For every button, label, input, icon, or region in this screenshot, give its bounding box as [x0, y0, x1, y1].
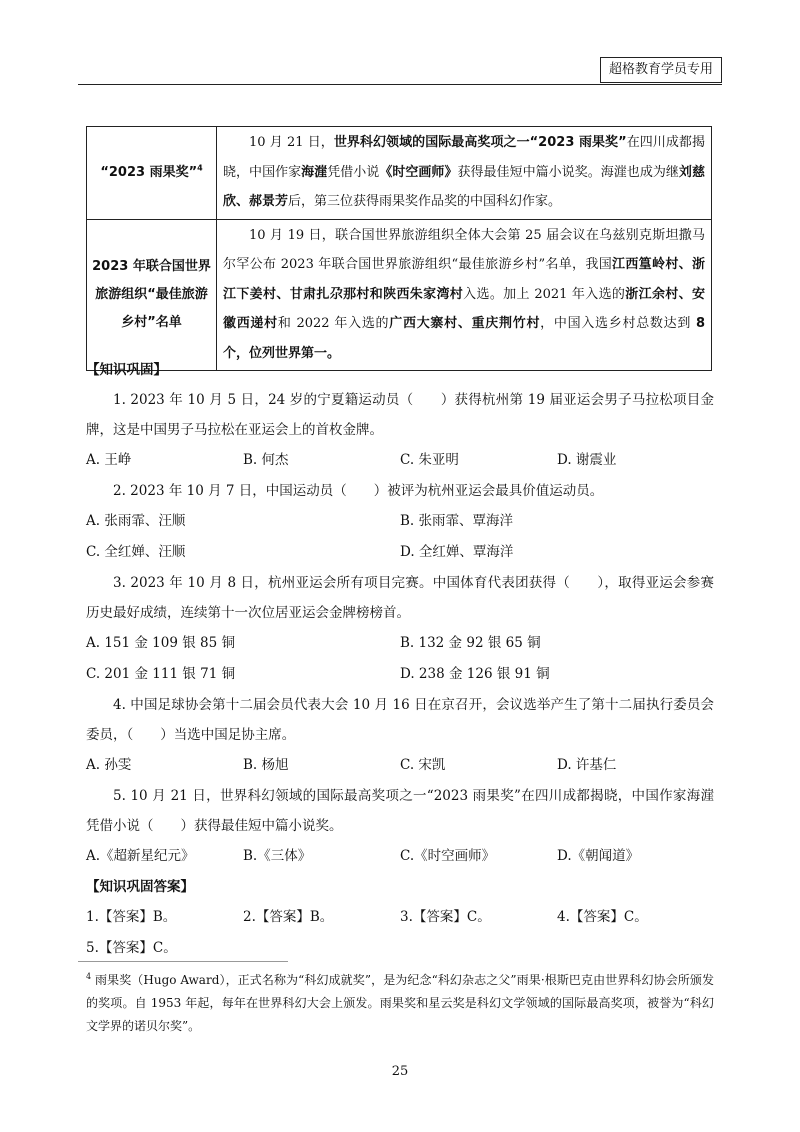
- table-value-cell: [217, 127, 712, 220]
- option: A. 151 金 109 银 85 铜: [86, 635, 236, 651]
- text-run: 后，第三位获得雨果奖作品奖的中国科幻作家。: [288, 194, 562, 209]
- option: D. 238 金 126 银 91 铜: [400, 666, 550, 682]
- text-run: 在四川成都揭晓，中国作家: [223, 135, 705, 180]
- option-row: [86, 659, 714, 690]
- table-key-cell: [87, 219, 217, 371]
- table-row: [87, 127, 712, 220]
- footnote: [86, 969, 714, 1038]
- text-run: 10 月 21 日，: [249, 135, 334, 150]
- option: B. 杨旭: [243, 757, 289, 773]
- option-row: [86, 750, 714, 781]
- option-row: [86, 445, 714, 476]
- answer-row: [86, 933, 714, 964]
- answer: 1.【答案】B。: [86, 909, 177, 925]
- option-row: [86, 537, 714, 568]
- option: A. 张雨霏、汪顺: [86, 513, 186, 529]
- option: C. 全红婵、汪顺: [86, 544, 186, 560]
- footnote-text: 雨果奖（Hugo Award），正式名称为“科幻成就奖”，是为纪念“科幻杂志之父”雨果·根斯巴克由世界科幻协会所颁发的奖项。自 1953 年起，每年在世界科幻大会上颁发。雨果奖和星云奖是科幻文学领域的国际最高奖项，被誉为“科幻文学界的诺贝尔奖”。: [86, 973, 714, 1033]
- text-run: 获得最佳短中篇小说奖。海漄也成为继: [457, 164, 679, 180]
- news-table: [86, 126, 712, 371]
- table-key-text: “2023 雨果奖”: [100, 164, 198, 180]
- page-number: 25: [391, 1064, 409, 1079]
- text-run: 和 2022 年入选的: [277, 316, 390, 331]
- option: A.《超新星纪元》: [86, 848, 195, 864]
- option: B. 何杰: [243, 452, 289, 468]
- bold-text: 广西大寨村、重庆荆竹村: [389, 316, 541, 331]
- section-heading: 【知识巩固答案】: [86, 879, 194, 895]
- answer: 2.【答案】B。: [243, 909, 334, 925]
- answer: 3.【答案】C。: [400, 909, 491, 925]
- text-run: ，中国入选乡村总数达到: [540, 316, 696, 331]
- option: D. 许基仁: [557, 757, 617, 773]
- bold-text: 海漄: [301, 164, 328, 180]
- option: A. 王峥: [86, 452, 132, 468]
- option: C. 201 金 111 银 71 铜: [86, 666, 236, 682]
- option: C. 朱亚明: [400, 452, 459, 468]
- section-heading: 【知识巩固】: [86, 362, 167, 378]
- bold-text: 《时空画师》: [379, 164, 458, 180]
- bold-text: 江西篁岭村、浙江下姜村、甘肃扎尕那村和陕西朱家湾村: [223, 257, 705, 302]
- table-row: [87, 219, 712, 371]
- footnote-rule: [78, 961, 288, 962]
- option: B. 132 金 92 银 65 铜: [400, 635, 541, 651]
- question-stem: 4. 中国足球协会第十二届会员代表大会 10 月 16 日在京召开，会议选举产生了第十二届执行委员会委员，（ ）当选中国足协主席。: [86, 697, 714, 743]
- option-row: [86, 506, 714, 537]
- bold-text: 世界科幻领域的国际最高奖项之一“2023 雨果奖”: [333, 135, 627, 150]
- table-key-text: 2023 年联合国世界旅游组织“最佳旅游乡村”名单: [92, 258, 211, 330]
- bold-text: 刘慈欣、郝景芳: [223, 164, 705, 209]
- question-stem: 1. 2023 年 10 月 5 日，24 岁的宁夏籍运动员（ ）获得杭州第 19 届亚运会男子马拉松项目金牌，这是中国男子马拉松在亚运会上的首枚金牌。: [86, 392, 714, 438]
- text-run: 入选。加上 2021 年入选的: [463, 286, 626, 302]
- bold-text: 8 个，位列世界第一。: [223, 316, 705, 361]
- footnote-mark: 4: [86, 972, 92, 981]
- option: D. 谢震业: [557, 452, 617, 468]
- answer: 4.【答案】C。: [557, 909, 648, 925]
- header-rule: [78, 84, 722, 85]
- question-stem: 2. 2023 年 10 月 7 日，中国运动员（ ）被评为杭州亚运会最具价值运动员。: [113, 483, 604, 499]
- option: D. 全红婵、覃海洋: [400, 544, 514, 560]
- option: B. 张雨霏、覃海洋: [400, 513, 514, 529]
- text-run: 凭借小说: [327, 164, 380, 180]
- option: D.《朝闻道》: [557, 848, 640, 864]
- watermark-stamp: 超格教育学员专用: [600, 57, 722, 83]
- option: C. 宋凯: [400, 757, 446, 773]
- option: C.《时空画师》: [400, 848, 496, 864]
- text-run: 10 月 19 日，联合国世界旅游组织全体大会第 25 届会议在乌兹别克斯坦撒马尔罕公布 2023 年联合国世界旅游组织“最佳旅游乡村”名单，我国: [223, 227, 705, 272]
- bold-text: 浙江余村、安徽西递村: [223, 286, 705, 331]
- main-content: [86, 355, 714, 964]
- table-value-cell: [217, 219, 712, 371]
- question-stem: 5. 10 月 21 日，世界科幻领域的国际最高奖项之一“2023 雨果奖”在四川成都揭晓，中国作家海漄凭借小说（ ）获得最佳短中篇小说奖。: [86, 788, 714, 834]
- question-stem: 3. 2023 年 10 月 8 日，杭州亚运会所有项目完赛。中国体育代表团获得（ ），取得亚运会参赛历史最好成绩，连续第十一次位居亚运会金牌榜榜首。: [86, 575, 714, 621]
- option: B.《三体》: [243, 848, 312, 864]
- option: A. 孙雯: [86, 757, 132, 773]
- table-key-cell: [87, 127, 217, 220]
- option-row: [86, 841, 714, 872]
- answer-row: [86, 902, 714, 933]
- footnote-ref: 4: [197, 163, 203, 173]
- option-row: [86, 628, 714, 659]
- answer: 5.【答案】C。: [86, 940, 177, 956]
